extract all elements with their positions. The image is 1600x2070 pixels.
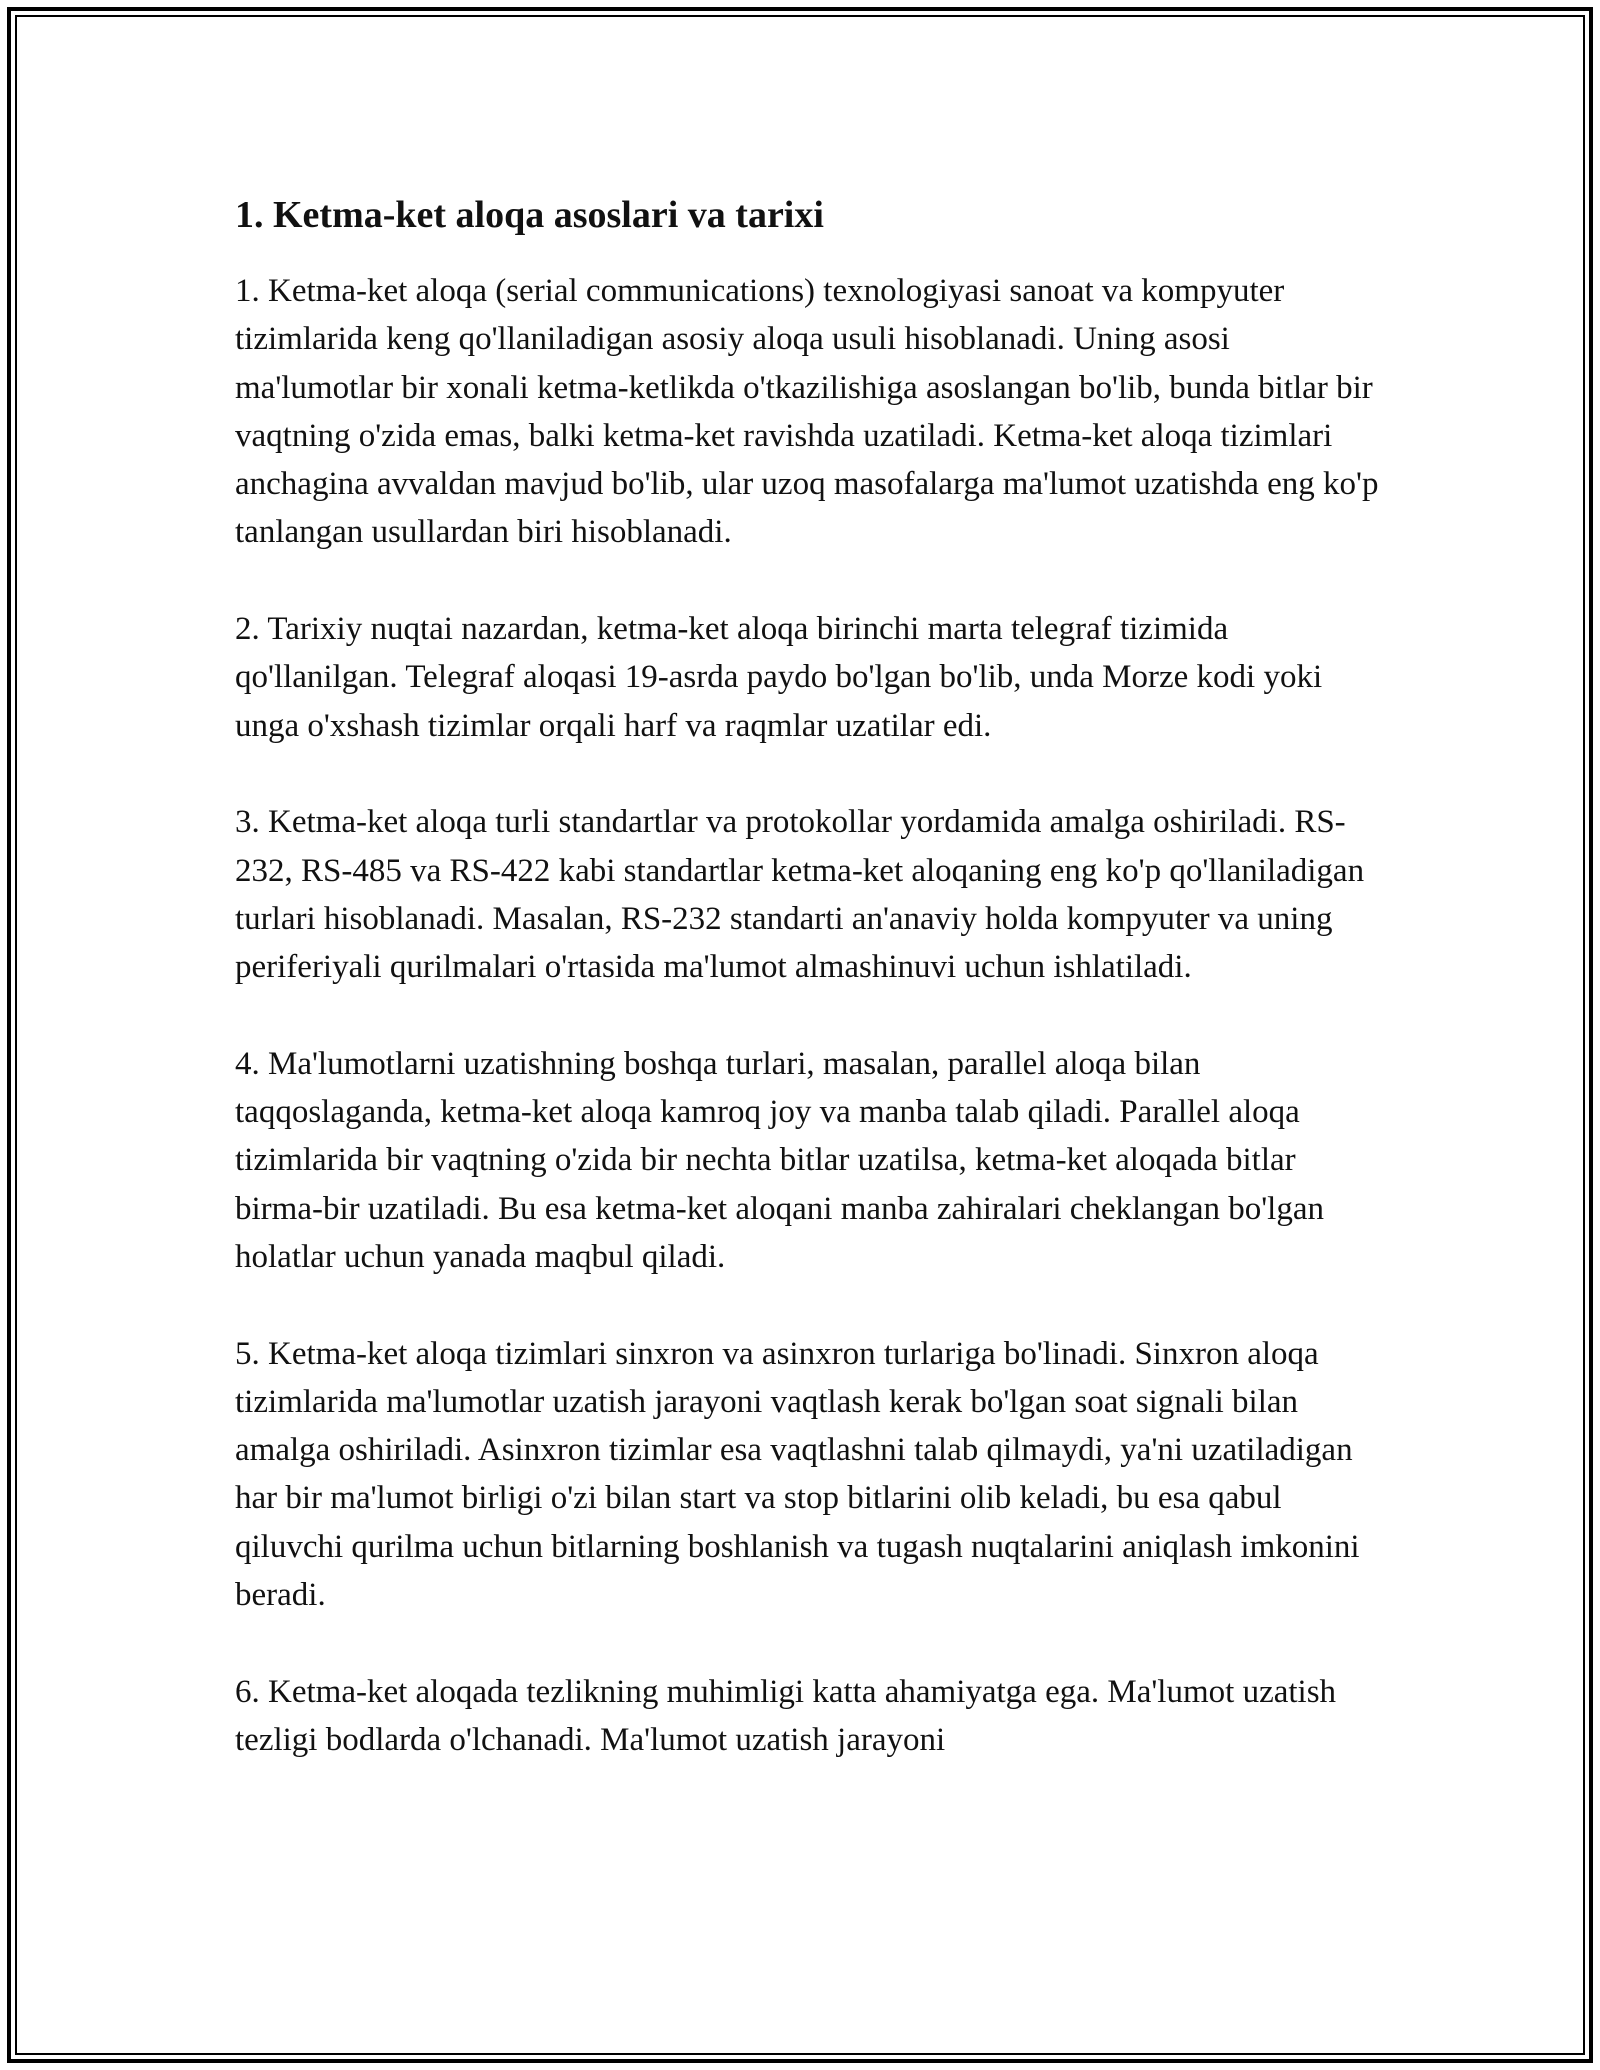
- document-body: [235, 185, 1385, 1764]
- paragraph-2: 2. Tarixiy nuqtai nazardan, ketma-ket aloqa birinchi marta telegraf tizimida qo'llanilgan. Telegraf aloqasi 19-asrda paydo bo'lgan bo'lib, unda Morze kodi yoki unga o'xshash tizimlar orqali harf va raqmlar uzatilar edi.: [235, 611, 1323, 744]
- paragraph-6: 6. Ketma-ket aloqada tezlikning muhimligi katta ahamiyatga ega. Ma'lumot uzatish tezligi bodlarda o'lchanadi. Ma'lumot uzatish jarayoni: [235, 1673, 1337, 1758]
- section-heading: 1. Ketma-ket aloqa asoslari va tarixi: [235, 194, 824, 236]
- paragraph-5: 5. Ketma-ket aloqa tizimlari sinxron va asinxron turlariga bo'linadi. Sinxron aloqa tizimlarida ma'lumotlar uzatish jarayoni vaqtlash kerak bo'lgan soat signali bilan amalga oshiriladi. Asinxron tizimlar esa vaqtlashni talab qilmaydi, ya'ni uzatiladigan har bir ma'lumot birligi o'zi bilan start va stop bitlarini olib keladi, bu esa qabul qiluvchi qurilma uchun bitlarning boshlanish va tugash nuqtalarini aniqlash imkonini beradi.: [235, 1335, 1360, 1614]
- paragraph-1: 1. Ketma-ket aloqa (serial communications) texnologiyasi sanoat va kompyuter tizimlarida keng qo'llaniladigan asosiy aloqa usuli hisoblanadi. Uning asosi ma'lumotlar bir xonali ketma-ketlikda o'tkazilishiga asoslangan bo'lib, bunda bitlar bir vaqtning o'zida emas, balki ketma-ket ravishda uzatiladi. Ketma-ket aloqa tizimlari anchagina avvaldan mavjud bo'lib, ular uzoq masofalarga ma'lumot uzatishda eng ko'p tanlangan usullardan biri hisoblanadi.: [235, 273, 1379, 551]
- paragraph-4: 4. Ma'lumotlarni uzatishning boshqa turlari, masalan, parallel aloqa bilan taqqoslaganda, ketma-ket aloqa kamroq joy va manba talab qiladi. Parallel aloqa tizimlarida bir vaqtning o'zida bir nechta bitlar uzatilsa, ketma-ket aloqada bitlar birma-bir uzatiladi. Bu esa ketma-ket aloqani manba zahiralari cheklangan bo'lgan holatlar uchun yanada maqbul qiladi.: [235, 1045, 1324, 1275]
- paragraph-3: 3. Ketma-ket aloqa turli standartlar va protokollar yordamida amalga oshiriladi. RS-232, RS-485 va RS-422 kabi standartlar ketma-ket aloqaning eng ko'p qo'llaniladigan turlari hisoblanadi. Masalan, RS-232 standarti an'anaviy holda kompyuter va uning periferiyali qurilmalari o'rtasida ma'lumot almashinuvi uchun ishlatiladi.: [235, 804, 1365, 986]
